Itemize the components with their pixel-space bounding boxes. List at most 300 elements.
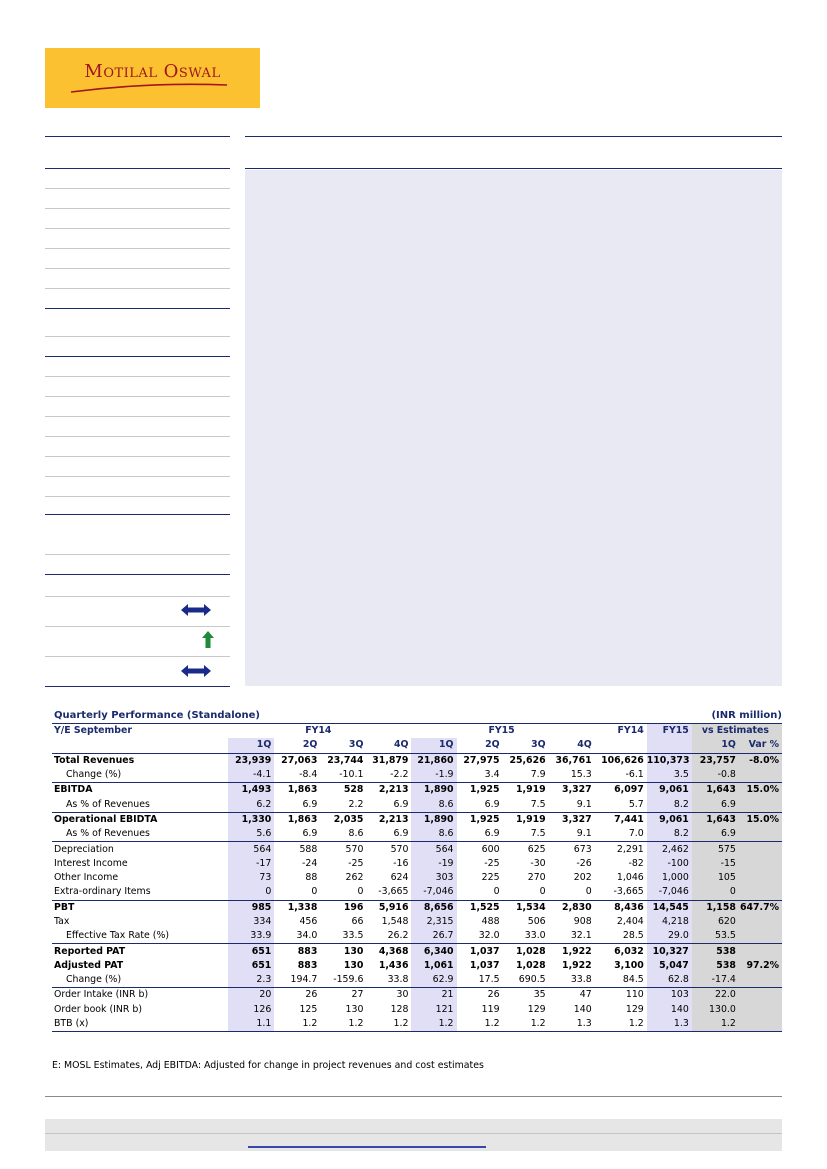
- brand-logo: [45, 48, 260, 108]
- table-cell: 1,338: [274, 900, 320, 915]
- table-cell: 2,462: [647, 842, 692, 857]
- table-cell: 8,656: [411, 900, 456, 915]
- table-cell: 25,626: [503, 753, 549, 768]
- table-cell: 0: [357, 886, 364, 898]
- table-cell: 130.0: [692, 1003, 739, 1017]
- table-cell: 9.1: [576, 798, 592, 810]
- table-cell: 26: [274, 988, 320, 1003]
- table-cell: 6.9: [484, 828, 500, 840]
- table-cell: 32.0: [478, 930, 500, 942]
- table-cell: 620: [692, 915, 739, 929]
- table-cell: 1.2: [692, 1017, 739, 1032]
- table-row: [52, 929, 782, 944]
- header-cell: vs Estimates: [692, 724, 782, 739]
- table-cell: -17: [228, 857, 274, 871]
- table-row: [52, 915, 782, 929]
- table-cell: 53.5: [692, 929, 739, 944]
- table-cell: 1.2: [348, 1018, 364, 1030]
- header-cell: Y/E September: [52, 724, 228, 739]
- table-cell: 27,975: [457, 753, 503, 768]
- quarterly-performance-section: [52, 710, 782, 1033]
- header-cell: 1Q: [411, 738, 456, 753]
- header-rule-right-2: [245, 168, 782, 169]
- table-cell: 0: [493, 886, 500, 898]
- table-cell: 0: [585, 886, 592, 898]
- header-cell: 4Q: [393, 739, 409, 751]
- double-arrow-icon: [180, 603, 212, 617]
- table-cell: 35: [503, 988, 549, 1003]
- table-cell: 1,534: [503, 900, 549, 915]
- table-row: [52, 753, 782, 768]
- table-cell: -25: [484, 857, 500, 869]
- table-cell: -3,665: [613, 886, 644, 898]
- table-cell: 33.5: [342, 930, 364, 942]
- table-row: [52, 944, 782, 959]
- header-cell: FY15: [647, 724, 692, 739]
- table-row: [52, 1003, 782, 1017]
- row-label: Change (%): [66, 974, 122, 986]
- table-cell: 130: [343, 959, 364, 971]
- table-cell: 121: [411, 1003, 456, 1017]
- table-cell: 908: [573, 916, 592, 927]
- table-row: [52, 783, 782, 798]
- page-divider: [45, 1096, 782, 1097]
- table-cell: 140: [647, 1003, 692, 1017]
- table-cell: 129: [527, 1003, 546, 1015]
- table-row: [52, 857, 782, 871]
- up-arrow-icon: [201, 630, 215, 649]
- row-label: Effective Tax Rate (%): [66, 930, 170, 942]
- header-cell: [647, 738, 692, 753]
- logo-swoosh-icon: [69, 82, 229, 94]
- row-label: Depreciation: [52, 842, 228, 857]
- table-cell: 30: [366, 988, 411, 1003]
- table-cell: [739, 827, 782, 842]
- table-cell: 8.6: [411, 797, 456, 812]
- table-cell: 1,863: [274, 783, 320, 798]
- header-cell: 1Q: [692, 738, 739, 753]
- table-cell: 6.9: [692, 827, 739, 842]
- table-cell: 6.9: [302, 828, 318, 840]
- brand-logo-text: Motilal Oswal: [84, 61, 221, 82]
- table-cell: 7,441: [595, 812, 647, 827]
- table-cell: 129: [625, 1003, 644, 1015]
- table-cell: 3,327: [549, 783, 595, 798]
- table-cell: 1.3: [647, 1017, 692, 1032]
- table-cell: 564: [411, 842, 456, 857]
- table-cell: [739, 915, 782, 929]
- table-cell: 1,028: [503, 944, 549, 959]
- table-cell: 2,315: [411, 915, 456, 929]
- table-cell: 3,100: [614, 959, 644, 971]
- table-cell: 673: [549, 842, 595, 857]
- table-cell: -17.4: [692, 973, 739, 988]
- table-cell: 33.0: [524, 930, 546, 942]
- table-cell: 17.5: [478, 974, 500, 986]
- header-cell: 2Q: [485, 739, 500, 751]
- table-cell: 84.5: [622, 974, 644, 986]
- table-cell: 110: [595, 988, 647, 1003]
- table-cell: 196: [320, 900, 366, 915]
- table-cell: 36,761: [549, 753, 595, 768]
- table-cell: 62.8: [647, 973, 692, 988]
- table-cell: [739, 929, 782, 944]
- table-row: [52, 885, 782, 900]
- table-cell: 15.3: [570, 769, 592, 781]
- table-cell: 1,061: [411, 959, 456, 973]
- table-cell: 32.1: [570, 930, 592, 942]
- table-cell: [739, 973, 782, 988]
- header-cell: Var %: [739, 738, 782, 753]
- header-rule-left: [45, 136, 230, 137]
- table-cell: 538: [692, 944, 739, 959]
- table-cell: 106,626: [595, 753, 647, 768]
- table-cell: -7,046: [411, 885, 456, 900]
- header-rule-left-2: [45, 168, 230, 169]
- row-label: Operational EBIDTA: [52, 812, 228, 827]
- table-cell: 1,525: [457, 900, 503, 915]
- table-cell: 270: [527, 872, 546, 884]
- table-cell: 8.2: [647, 797, 692, 812]
- row-label: Change (%): [66, 769, 122, 781]
- table-cell: 2,830: [549, 900, 595, 915]
- table-cell: 5,047: [647, 959, 692, 973]
- table-cell: 1,925: [457, 783, 503, 798]
- table-cell: 5,916: [366, 900, 411, 915]
- table-cell: 119: [481, 1003, 500, 1015]
- table-cell: 1,925: [457, 812, 503, 827]
- table-cell: -6.1: [625, 769, 644, 781]
- header-cell: FY14: [595, 724, 647, 739]
- row-label: PBT: [52, 900, 228, 915]
- table-cell: 26.7: [411, 929, 456, 944]
- table-cell: 2,035: [320, 812, 366, 827]
- table-cell: [739, 988, 782, 1003]
- table-cell: 128: [390, 1003, 409, 1015]
- table-cell: 28.5: [622, 930, 644, 942]
- table-cell: 6.9: [302, 798, 318, 810]
- table-cell: 7.5: [530, 828, 546, 840]
- table-cell: 3,327: [549, 812, 595, 827]
- table-cell: 9,061: [647, 783, 692, 798]
- table-cell: 6.2: [228, 797, 274, 812]
- table-cell: 225: [481, 872, 500, 884]
- header-cell: 3Q: [531, 739, 546, 751]
- table-cell: [739, 1017, 782, 1032]
- table-cell: 8,436: [595, 900, 647, 915]
- table-cell: 1,548: [381, 916, 409, 927]
- table-bottom-rule: [52, 1032, 782, 1034]
- table-cell: 588: [274, 842, 320, 857]
- table-cell: 126: [228, 1003, 274, 1017]
- table-cell: -19: [411, 857, 456, 871]
- table-cell: 690.5: [518, 974, 546, 986]
- quarterly-table: [52, 723, 782, 1033]
- table-row: [52, 797, 782, 812]
- row-label: Tax: [54, 916, 70, 927]
- table-cell: -30: [530, 857, 546, 869]
- table-cell: 0: [692, 885, 739, 900]
- row-label: Total Revenues: [52, 753, 228, 768]
- table-cell: [739, 885, 782, 900]
- table-cell: 2,291: [595, 842, 647, 857]
- table-footnote: E: MOSL Estimates, Adj EBITDA: Adjusted for change in project revenues and cost estimates: [52, 1060, 484, 1071]
- row-label: Adjusted PAT: [54, 959, 124, 971]
- table-cell: -159.6: [333, 974, 364, 986]
- table-cell: 4,218: [647, 915, 692, 929]
- table-cell: 1,330: [228, 812, 274, 827]
- double-arrow-icon: [180, 664, 212, 678]
- table-header-row-1: [52, 724, 782, 739]
- table-cell: 2,404: [616, 916, 644, 927]
- table-cell: 29.0: [647, 929, 692, 944]
- table-cell: 1,890: [411, 783, 456, 798]
- table-cell: 570: [320, 842, 366, 857]
- table-cell: 4,368: [366, 944, 411, 959]
- table-cell: -0.8: [692, 768, 739, 783]
- table-cell: 202: [573, 872, 592, 884]
- table-cell: 88: [305, 872, 318, 884]
- table-cell: 8.6: [411, 827, 456, 842]
- row-label: Order book (INR b): [54, 1003, 142, 1015]
- table-cell: 9.1: [576, 828, 592, 840]
- header-cell: 4Q: [577, 739, 592, 751]
- header-cell: FY15: [411, 724, 594, 739]
- table-cell: 883: [297, 959, 318, 971]
- table-cell: 575: [692, 842, 739, 857]
- table-cell: 5.6: [228, 827, 274, 842]
- table-cell: 15.0%: [739, 783, 782, 798]
- table-cell: 624: [390, 872, 409, 884]
- table-cell: 23,939: [228, 753, 274, 768]
- table-cell: 1,493: [228, 783, 274, 798]
- table-row: [52, 1017, 782, 1032]
- table-cell: 6.9: [692, 797, 739, 812]
- table-cell: 130: [345, 1003, 364, 1015]
- table-cell: 262: [345, 872, 364, 884]
- table-cell: 10,327: [647, 944, 692, 959]
- row-label: BTB (x): [54, 1018, 89, 1030]
- row-label: Reported PAT: [52, 944, 228, 959]
- table-cell: 26.2: [387, 930, 409, 942]
- table-cell: 27,063: [274, 753, 320, 768]
- table-cell: 1.2: [484, 1018, 500, 1030]
- table-cell: 1,643: [692, 812, 739, 827]
- table-cell: 651: [228, 959, 274, 973]
- table-row: [52, 827, 782, 842]
- table-cell: 33.8: [570, 974, 592, 986]
- table-cell: 1,037: [457, 944, 503, 959]
- table-cell: 34.0: [296, 930, 318, 942]
- header-cell: 1Q: [228, 738, 274, 753]
- table-cell: 27: [320, 988, 366, 1003]
- table-cell: [739, 797, 782, 812]
- table-unit: (INR million): [711, 710, 782, 721]
- table-cell: [739, 768, 782, 783]
- table-cell: 570: [366, 842, 411, 857]
- table-cell: 47: [549, 988, 595, 1003]
- table-cell: -7,046: [647, 885, 692, 900]
- table-cell: [739, 1003, 782, 1017]
- table-cell: 1,643: [692, 783, 739, 798]
- table-cell: 21: [411, 988, 456, 1003]
- row-label: Order Intake (INR b): [52, 988, 228, 1003]
- table-cell: 103: [647, 988, 692, 1003]
- table-cell: 1,158: [692, 900, 739, 915]
- table-cell: 66: [351, 916, 364, 927]
- table-row: [52, 900, 782, 915]
- table-cell: 1.2: [393, 1018, 409, 1030]
- table-row: [52, 871, 782, 885]
- header-cell: [595, 738, 647, 753]
- header-rule-right: [245, 136, 782, 137]
- table-cell: 8.2: [647, 827, 692, 842]
- table-cell: 194.7: [290, 974, 318, 986]
- row-label: Interest Income: [54, 857, 128, 869]
- table-cell: 26: [457, 988, 503, 1003]
- table-row: [52, 959, 782, 973]
- table-cell: [739, 944, 782, 959]
- table-cell: 105: [692, 871, 739, 885]
- table-cell: 73: [228, 871, 274, 885]
- table-row: [52, 973, 782, 988]
- table-cell: 2,213: [366, 812, 411, 827]
- table-cell: 985: [228, 900, 274, 915]
- table-cell: -8.4: [299, 769, 318, 781]
- table-cell: 600: [457, 842, 503, 857]
- table-cell: 97.2%: [739, 959, 782, 973]
- header-cell: 2Q: [302, 739, 318, 751]
- table-cell: -16: [393, 857, 409, 869]
- table-cell: 651: [228, 944, 274, 959]
- table-cell: 538: [692, 959, 739, 973]
- table-cell: 33.9: [228, 929, 274, 944]
- row-label: Other Income: [54, 872, 119, 884]
- table-cell: 3.5: [647, 768, 692, 783]
- table-cell: 1,922: [562, 959, 592, 971]
- table-cell: 110,373: [647, 753, 692, 768]
- table-header-row-2: [52, 738, 782, 753]
- table-cell: -82: [628, 857, 644, 869]
- table-row: [52, 842, 782, 857]
- table-cell: -8.0%: [739, 753, 782, 768]
- table-cell: -4.1: [228, 768, 274, 783]
- table-cell: -2.2: [390, 769, 409, 781]
- table-cell: 125: [299, 1003, 318, 1015]
- table-cell: [739, 871, 782, 885]
- table-cell: 3.4: [484, 769, 500, 781]
- header-cell: 3Q: [348, 739, 364, 751]
- summary-shaded-panel: [245, 170, 782, 686]
- table-cell: 0: [228, 885, 274, 900]
- row-label: Extra-ordinary Items: [54, 886, 151, 898]
- table-row: [52, 812, 782, 827]
- table-cell: 488: [481, 916, 500, 927]
- table-cell: 140: [573, 1003, 592, 1015]
- table-cell: 8.6: [348, 828, 364, 840]
- table-cell: 6,340: [411, 944, 456, 959]
- table-cell: -26: [576, 857, 592, 869]
- table-cell: [739, 842, 782, 857]
- row-label: As % of Revenues: [66, 828, 150, 840]
- table-title-row: [52, 710, 782, 723]
- table-cell: [739, 857, 782, 871]
- row-label: As % of Revenues: [66, 798, 150, 810]
- table-cell: 1,037: [469, 959, 500, 971]
- table-cell: -3,665: [378, 886, 409, 898]
- table-cell: 9,061: [647, 812, 692, 827]
- table-cell: 6.9: [393, 798, 409, 810]
- table-cell: 506: [527, 916, 546, 927]
- table-cell: 1.2: [530, 1018, 546, 1030]
- table-cell: 6.9: [484, 798, 500, 810]
- table-cell: 7.9: [530, 769, 546, 781]
- table-cell: 20: [228, 988, 274, 1003]
- table-cell: 62.9: [411, 973, 456, 988]
- table-cell: 647.7%: [739, 900, 782, 915]
- table-cell: 564: [228, 842, 274, 857]
- table-cell: 22.0: [692, 988, 739, 1003]
- table-cell: 1.2: [411, 1017, 456, 1032]
- table-cell: 7.0: [628, 828, 644, 840]
- table-row: [52, 768, 782, 783]
- table-cell: 1,922: [549, 944, 595, 959]
- table-cell: 6,032: [595, 944, 647, 959]
- table-cell: 31,879: [366, 753, 411, 768]
- table-cell: 2,213: [366, 783, 411, 798]
- table-row: [52, 988, 782, 1003]
- table-cell: 130: [320, 944, 366, 959]
- table-cell: 303: [411, 871, 456, 885]
- table-cell: -1.9: [411, 768, 456, 783]
- table-cell: -15: [692, 857, 739, 871]
- table-cell: 6.9: [393, 828, 409, 840]
- table-cell: -25: [348, 857, 364, 869]
- header-cell: FY14: [228, 724, 411, 739]
- table-cell: 1.1: [228, 1017, 274, 1032]
- table-cell: -100: [647, 857, 692, 871]
- table-cell: 1,436: [378, 959, 409, 971]
- table-cell: 1,000: [647, 871, 692, 885]
- table-cell: 2.3: [228, 973, 274, 988]
- header-cell: [52, 738, 228, 753]
- table-cell: 1.2: [628, 1018, 644, 1030]
- table-cell: 1.3: [576, 1018, 592, 1030]
- table-cell: -10.1: [339, 769, 364, 781]
- table-cell: 1,919: [503, 783, 549, 798]
- table-cell: 7.5: [530, 798, 546, 810]
- table-cell: 883: [274, 944, 320, 959]
- table-cell: 528: [320, 783, 366, 798]
- table-cell: 2.2: [348, 798, 364, 810]
- table-cell: 1,028: [515, 959, 546, 971]
- row-label: EBITDA: [52, 783, 228, 798]
- table-cell: 625: [503, 842, 549, 857]
- table-cell: 15.0%: [739, 812, 782, 827]
- table-cell: 1.2: [302, 1018, 318, 1030]
- table-cell: 456: [299, 916, 318, 927]
- table-cell: 21,860: [411, 753, 456, 768]
- footer-link-underline[interactable]: [248, 1146, 486, 1148]
- table-cell: 23,744: [320, 753, 366, 768]
- table-cell: 23,757: [692, 753, 739, 768]
- table-cell: 334: [228, 915, 274, 929]
- table-cell: 1,863: [274, 812, 320, 827]
- table-cell: 0: [311, 886, 318, 898]
- table-title: Quarterly Performance (Standalone): [54, 710, 260, 721]
- table-cell: 1,046: [616, 872, 644, 884]
- table-cell: 33.8: [387, 974, 409, 986]
